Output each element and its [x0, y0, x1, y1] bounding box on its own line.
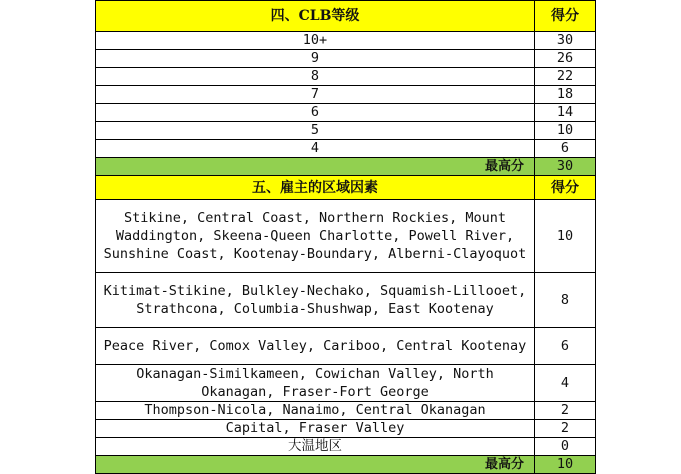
table-row — [96, 402, 596, 420]
table-row — [96, 68, 596, 86]
section5-header-row — [96, 176, 596, 200]
table-row — [96, 86, 596, 104]
clb-level: 6 — [96, 104, 535, 122]
section4-header-row — [96, 1, 596, 32]
section5-score-header: 得分 — [535, 176, 596, 200]
clb-score: 18 — [535, 86, 596, 104]
points-table — [95, 0, 596, 474]
region-score: 0 — [535, 438, 596, 456]
section5-title: 五、雇主的区域因素 — [96, 176, 535, 200]
table-row — [96, 122, 596, 140]
section5-max-label: 最高分 — [96, 456, 535, 474]
section4-max-score: 30 — [535, 158, 596, 176]
table-row — [96, 328, 596, 365]
region-list: Kitimat-Stikine, Bulkley-Nechako, Squamish-Lillooet, Strathcona, Columbia-Shushwap, East Kootenay — [96, 273, 535, 328]
table-row — [96, 32, 596, 50]
region-score: 8 — [535, 273, 596, 328]
section4-title: 四、CLB等级 — [96, 1, 535, 32]
clb-level: 9 — [96, 50, 535, 68]
region-score: 2 — [535, 402, 596, 420]
section4-score-header: 得分 — [535, 1, 596, 32]
region-score: 4 — [535, 365, 596, 402]
table-row — [96, 50, 596, 68]
clb-score: 26 — [535, 50, 596, 68]
table-row — [96, 365, 596, 402]
region-list: Capital, Fraser Valley — [96, 420, 535, 438]
section4-total-row — [96, 158, 596, 176]
clb-score: 22 — [535, 68, 596, 86]
clb-level: 8 — [96, 68, 535, 86]
clb-score: 14 — [535, 104, 596, 122]
region-list: Thompson-Nicola, Nanaimo, Central Okanagan — [96, 402, 535, 420]
table-row — [96, 200, 596, 273]
region-score: 2 — [535, 420, 596, 438]
clb-score: 6 — [535, 140, 596, 158]
clb-level: 5 — [96, 122, 535, 140]
section5-max-score: 10 — [535, 456, 596, 474]
table-row — [96, 140, 596, 158]
clb-score: 30 — [535, 32, 596, 50]
clb-level: 7 — [96, 86, 535, 104]
clb-score: 10 — [535, 122, 596, 140]
region-score: 10 — [535, 200, 596, 273]
table-row — [96, 420, 596, 438]
table-row — [96, 273, 596, 328]
clb-level: 4 — [96, 140, 535, 158]
section4-max-label: 最高分 — [96, 158, 535, 176]
region-score: 6 — [535, 328, 596, 365]
region-list: Stikine, Central Coast, Northern Rockies, Mount Waddington, Skeena-Queen Charlotte, Powell River, Sunshine Coast, Kootenay-Boundary, Alberni-Clayoquot — [96, 200, 535, 273]
region-list: Peace River, Comox Valley, Cariboo, Central Kootenay — [96, 328, 535, 365]
region-list: Okanagan-Similkameen, Cowichan Valley, North Okanagan, Fraser-Fort George — [96, 365, 535, 402]
table-row — [96, 104, 596, 122]
table-row — [96, 438, 596, 456]
region-list: 大温地区 — [96, 438, 535, 456]
clb-level: 10+ — [96, 32, 535, 50]
